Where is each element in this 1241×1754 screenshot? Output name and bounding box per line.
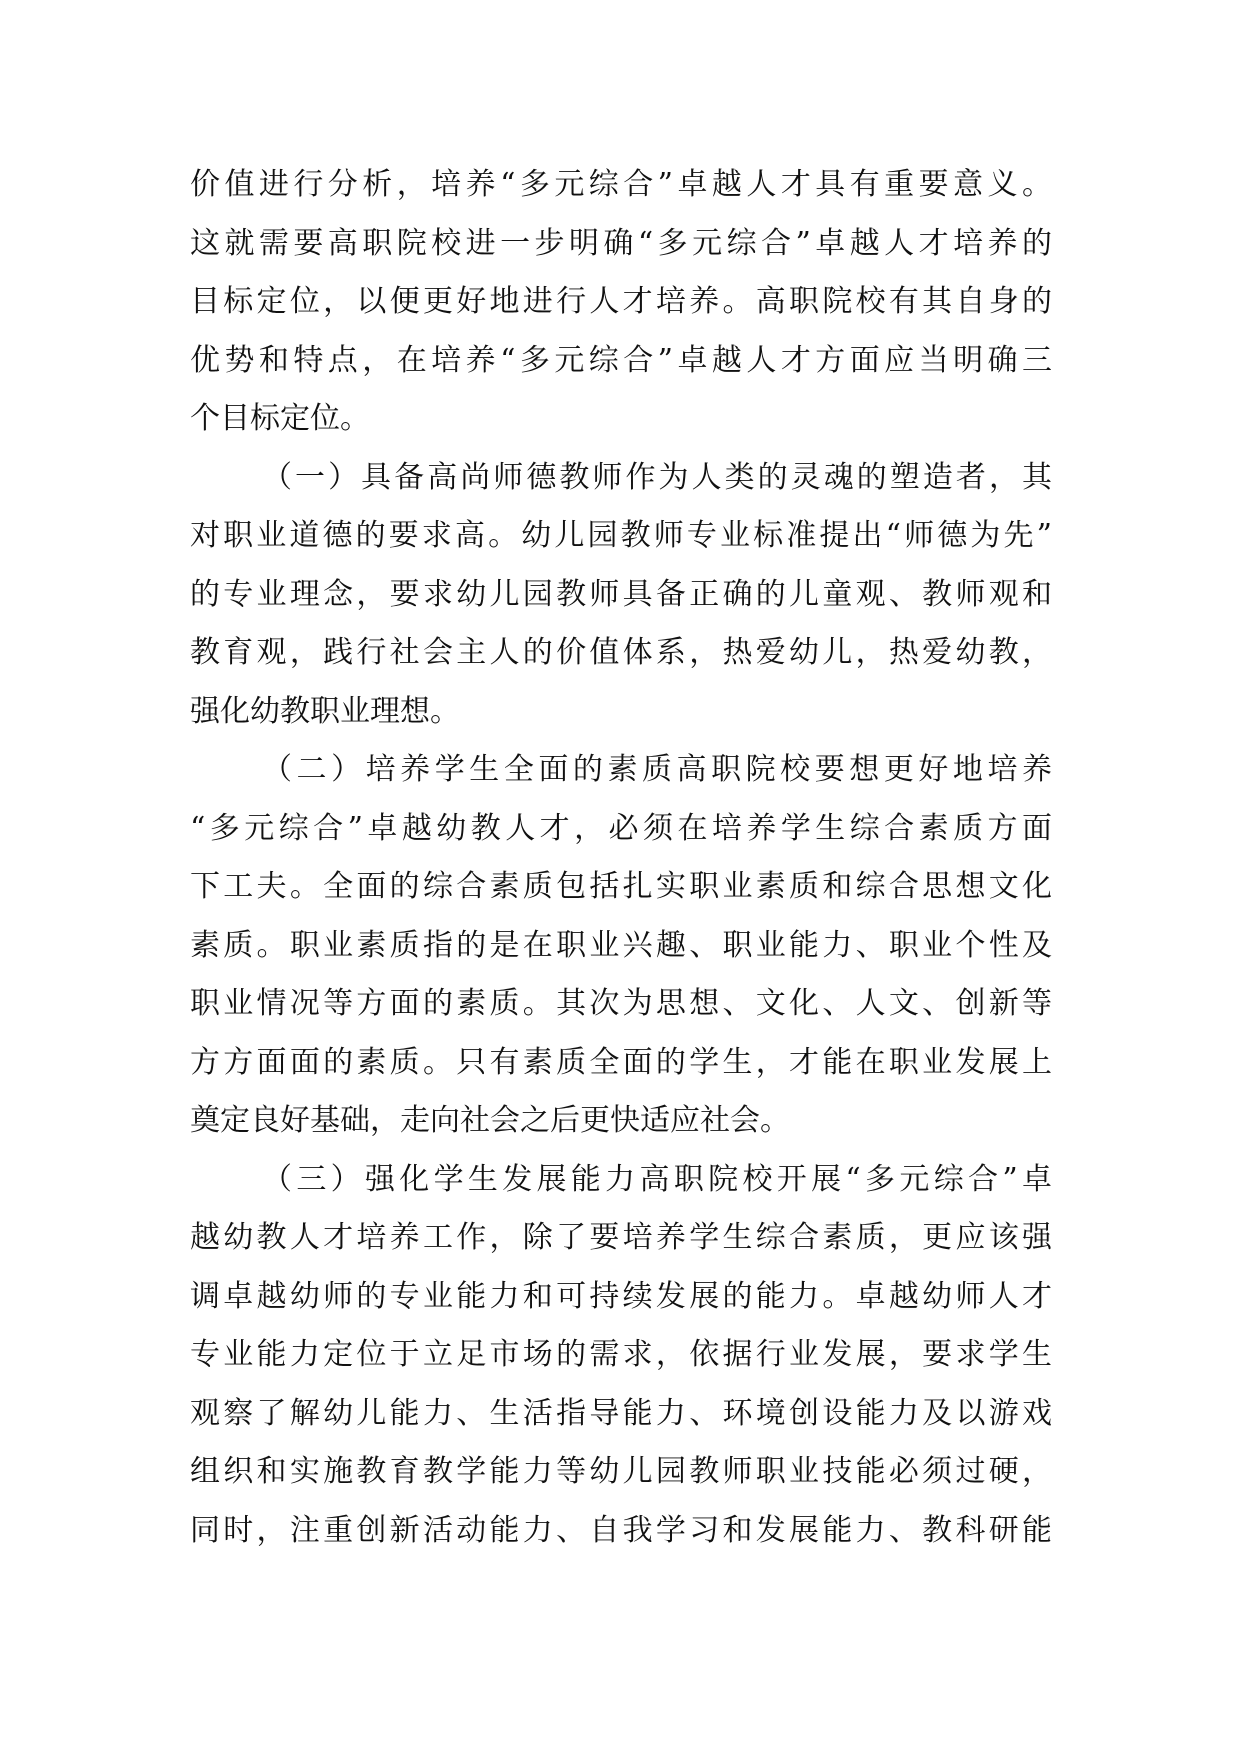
text-line: 这就需要高职院校进一步明确“多元综合”卓越人才培养的 xyxy=(190,225,1052,261)
text-line: 对职业道德的要求高。幼儿园教师专业标准提出“师德为先” xyxy=(190,518,1052,553)
text-line: 调卓越幼师的专业能力和可持续发展的能力。卓越幼师人才 xyxy=(190,1278,1052,1314)
paragraph xyxy=(190,156,1052,449)
text-line: 素质。职业素质指的是在职业兴趣、职业能力、职业个性及 xyxy=(190,927,1052,963)
text-line: 优势和特点，在培养“多元综合”卓越人才方面应当明确三 xyxy=(190,342,1052,378)
text-line: 越幼教人才培养工作，除了要培养学生综合素质，更应该强 xyxy=(190,1220,1052,1255)
text-line: 组织和实施教育教学能力等幼儿园教师职业技能必须过硬， xyxy=(190,1454,1052,1489)
text-line: （三）强化学生发展能力高职院校开展“多元综合”卓 xyxy=(262,1161,1052,1197)
text-line: 强化幼教职业理想。 xyxy=(190,693,460,729)
text-line: 同时，注重创新活动能力、自我学习和发展能力、教科研能 xyxy=(190,1512,1052,1548)
text-line: 职业情况等方面的素质。其次为思想、文化、人文、创新等 xyxy=(190,986,1052,1021)
text-line: 个目标定位。 xyxy=(190,401,370,436)
text-line: 目标定位，以便更好地进行人才培养。高职院校有其自身的 xyxy=(190,284,1052,319)
text-line: （二）培养学生全面的素质高职院校要想更好地培养 xyxy=(262,752,1052,787)
text-line: 价值进行分析，培养“多元综合”卓越人才具有重要意义。 xyxy=(190,167,1052,202)
text-line: （一）具备高尚师德教师作为人类的灵魂的塑造者，其 xyxy=(262,459,1052,495)
text-line: 下工夫。全面的综合素质包括扎实职业素质和综合思想文化 xyxy=(190,869,1052,904)
paragraph xyxy=(190,741,1052,1151)
paragraph xyxy=(190,449,1052,742)
body-text xyxy=(190,156,1052,1560)
text-line: 的专业理念，要求幼儿园教师具备正确的儿童观、教师观和 xyxy=(190,576,1052,612)
text-line: 观察了解幼儿能力、生活指导能力、环境创设能力及以游戏 xyxy=(190,1395,1052,1431)
text-line: 专业能力定位于立足市场的需求，依据行业发展，要求学生 xyxy=(190,1337,1052,1372)
text-line: 教育观，践行社会主人的价值体系，热爱幼儿，热爱幼教， xyxy=(190,635,1052,670)
text-line: 奠定良好基础，走向社会之后更快适应社会。 xyxy=(190,1103,790,1138)
text-line: “多元综合”卓越幼教人才，必须在培养学生综合素质方面 xyxy=(190,810,1052,846)
text-line: 方方面面的素质。只有素质全面的学生，才能在职业发展上 xyxy=(190,1044,1052,1080)
paragraph xyxy=(190,1151,1052,1561)
